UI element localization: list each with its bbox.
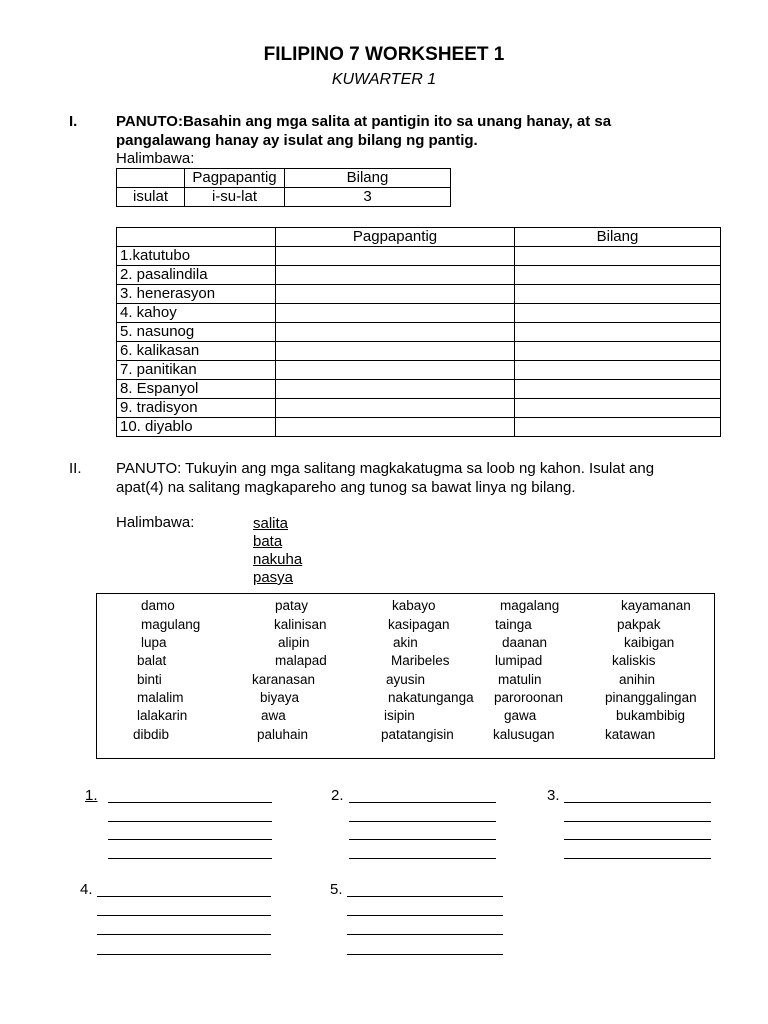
- box-word: magalang: [500, 598, 560, 613]
- box-word: matulin: [498, 672, 542, 687]
- box-word: dibdib: [133, 727, 170, 742]
- box-word: alipin: [278, 635, 310, 650]
- answer-number: 5.: [330, 881, 343, 898]
- box-word: bukambibig: [616, 708, 686, 723]
- box-word: lupa: [141, 635, 167, 650]
- word-cell: 9. tradisyon: [117, 399, 276, 418]
- bilang-cell[interactable]: [515, 361, 721, 380]
- pagpapantig-cell[interactable]: [276, 418, 515, 437]
- table-row: [117, 342, 721, 361]
- example-table-cell: isulat: [117, 188, 185, 207]
- word-cell: 3. henerasyon: [117, 285, 276, 304]
- answer-line[interactable]: [108, 821, 272, 822]
- word-cell: 4. kahoy: [117, 304, 276, 323]
- example-table-cell: 3: [285, 188, 451, 207]
- example-word: salita: [253, 515, 289, 532]
- example-table-header-row: [117, 169, 451, 188]
- worksheet-subtitle: KUWARTER 1: [331, 71, 437, 88]
- box-word: anihin: [619, 672, 656, 687]
- syllable-table-header-cell: Bilang: [515, 228, 721, 247]
- pagpapantig-cell[interactable]: [276, 247, 515, 266]
- box-word: katawan: [605, 727, 656, 742]
- word-cell: 7. panitikan: [117, 361, 276, 380]
- pagpapantig-cell[interactable]: [276, 266, 515, 285]
- answer-line[interactable]: [97, 896, 271, 897]
- box-word: lalakarin: [137, 708, 188, 723]
- word-cell: 6. kalikasan: [117, 342, 276, 361]
- box-word: magulang: [141, 617, 201, 632]
- example-table-header-cell: [117, 169, 185, 188]
- box-word: kaibigan: [624, 635, 675, 650]
- box-word: tainga: [495, 617, 532, 632]
- section2-example-label: Halimbawa:: [116, 514, 195, 531]
- bilang-cell[interactable]: [515, 399, 721, 418]
- section2-numeral: II.: [69, 460, 82, 477]
- box-word: kaliskis: [612, 653, 656, 668]
- word-cell: 8. Espanyol: [117, 380, 276, 399]
- box-word: biyaya: [260, 690, 300, 705]
- pagpapantig-cell[interactable]: [276, 342, 515, 361]
- box-word: paluhain: [257, 727, 309, 742]
- box-word: damo: [141, 598, 175, 613]
- section1-numeral: I.: [69, 113, 78, 130]
- section1-example-label: Halimbawa:: [116, 150, 195, 167]
- table-row: [117, 323, 721, 342]
- box-word: pakpak: [617, 617, 661, 632]
- word-cell: 2. pasalindila: [117, 266, 276, 285]
- box-word: kayamanan: [621, 598, 691, 613]
- answer-line[interactable]: [349, 802, 496, 803]
- bilang-cell[interactable]: [515, 304, 721, 323]
- box-word: karanasan: [252, 672, 316, 687]
- answer-number: 4.: [80, 881, 93, 898]
- answer-line[interactable]: [564, 821, 711, 822]
- box-word: daanan: [502, 635, 548, 650]
- example-table-header-cell: Bilang: [285, 169, 451, 188]
- box-word: akin: [393, 635, 418, 650]
- bilang-cell[interactable]: [515, 380, 721, 399]
- table-row: [117, 361, 721, 380]
- pagpapantig-cell[interactable]: [276, 285, 515, 304]
- answer-line[interactable]: [347, 954, 503, 955]
- pagpapantig-cell[interactable]: [276, 323, 515, 342]
- answer-number: 3.: [547, 787, 560, 804]
- table-row: [117, 399, 721, 418]
- box-word: pinanggalingan: [605, 690, 697, 705]
- section2-instruction-line1: PANUTO: Tukuyin ang mga salitang magkakatugma sa loob ng kahon. Isulat ang: [116, 460, 655, 477]
- table-row: [117, 285, 721, 304]
- pagpapantig-cell[interactable]: [276, 304, 515, 323]
- syllable-table-header-cell: [117, 228, 276, 247]
- bilang-cell[interactable]: [515, 342, 721, 361]
- box-word: gawa: [504, 708, 537, 723]
- section1-instruction-line2: pangalawang hanay ay isulat ang bilang ng pantig.: [116, 132, 478, 149]
- box-word: patay: [275, 598, 309, 613]
- pagpapantig-cell[interactable]: [276, 399, 515, 418]
- syllable-table: [116, 227, 721, 437]
- pagpapantig-cell[interactable]: [276, 361, 515, 380]
- answer-line[interactable]: [108, 802, 272, 803]
- answer-number: 2.: [331, 787, 344, 804]
- box-word: isipin: [384, 708, 415, 723]
- box-word: malapad: [275, 653, 327, 668]
- table-row: [117, 247, 721, 266]
- example-table-row: [117, 188, 451, 207]
- answer-line[interactable]: [97, 954, 271, 955]
- table-row: [117, 418, 721, 437]
- answer-number: 1.: [85, 787, 98, 804]
- answer-line[interactable]: [349, 821, 496, 822]
- box-word: kabayo: [392, 598, 436, 613]
- word-cell: 5. nasunog: [117, 323, 276, 342]
- box-word: binti: [137, 672, 162, 687]
- syllable-table-header-row: [117, 228, 721, 247]
- word-cell: 10. diyablo: [117, 418, 276, 437]
- example-table-cell: i-su-lat: [185, 188, 285, 207]
- section1-instruction-line1: PANUTO:Basahin ang mga salita at pantigin ito sa unang hanay, at sa: [116, 113, 612, 130]
- bilang-cell[interactable]: [515, 418, 721, 437]
- answer-line[interactable]: [108, 839, 272, 840]
- box-word: lumipad: [495, 653, 543, 668]
- example-table: [116, 168, 451, 207]
- answer-line[interactable]: [97, 915, 271, 916]
- syllable-table-header-cell: Pagpapantig: [276, 228, 515, 247]
- answer-line[interactable]: [349, 858, 496, 859]
- table-row: [117, 266, 721, 285]
- answer-line[interactable]: [564, 858, 711, 859]
- answer-line[interactable]: [108, 858, 272, 859]
- word-box: [96, 593, 715, 759]
- example-word: bata: [253, 533, 283, 550]
- answer-line[interactable]: [347, 915, 503, 916]
- bilang-cell[interactable]: [515, 247, 721, 266]
- bilang-cell[interactable]: [515, 285, 721, 304]
- bilang-cell[interactable]: [515, 323, 721, 342]
- example-word: pasya: [253, 569, 294, 586]
- box-word: nakatunganga: [388, 690, 474, 705]
- table-row: [117, 304, 721, 323]
- example-word: nakuha: [253, 551, 303, 568]
- box-word: awa: [261, 708, 286, 723]
- answer-line[interactable]: [349, 839, 496, 840]
- answer-line[interactable]: [564, 839, 711, 840]
- answer-line[interactable]: [97, 934, 271, 935]
- section2-instruction-line2: apat(4) na salitang magkapareho ang tunog sa bawat linya ng bilang.: [116, 479, 576, 496]
- word-cell: 1.katutubo: [117, 247, 276, 266]
- box-word: balat: [137, 653, 167, 668]
- answer-line[interactable]: [347, 896, 503, 897]
- box-word: paroroonan: [494, 690, 564, 705]
- box-word: patatangisin: [381, 727, 454, 742]
- box-word: kalinisan: [274, 617, 327, 632]
- example-table-header-cell: Pagpapantig: [185, 169, 285, 188]
- box-word: Maribeles: [391, 653, 450, 668]
- box-word: kalusugan: [493, 727, 555, 742]
- table-row: [117, 380, 721, 399]
- pagpapantig-cell[interactable]: [276, 380, 515, 399]
- box-word: ayusin: [386, 672, 426, 687]
- worksheet-title: FILIPINO 7 WORKSHEET 1: [263, 44, 505, 65]
- box-word: malalim: [137, 690, 184, 705]
- answer-line[interactable]: [564, 802, 711, 803]
- bilang-cell[interactable]: [515, 266, 721, 285]
- answer-line[interactable]: [347, 934, 503, 935]
- box-word: kasipagan: [388, 617, 450, 632]
